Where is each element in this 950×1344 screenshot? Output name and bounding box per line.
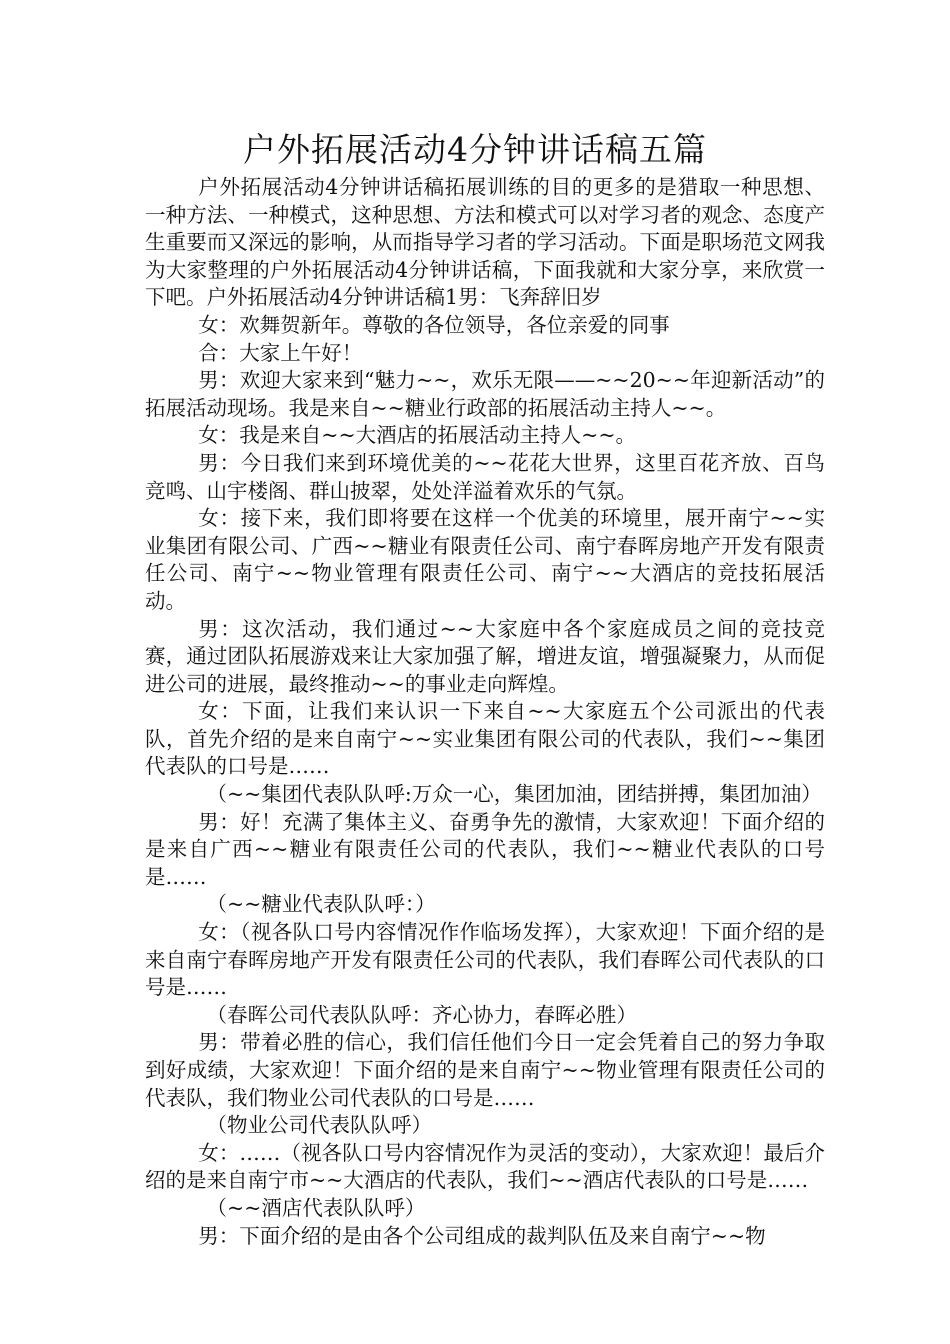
paragraph: 男：欢迎大家来到“魅力~~，欢乐无限——~~20~~年迎新活动”的拓展活动现场。我是来自~~糖业行政部的拓展活动主持人~~。 bbox=[145, 368, 825, 420]
paragraph: 女：下面，让我们来认识一下来自~~大家庭五个公司派出的代表队，首先介绍的是来自南宁~~实业集团有限公司的代表队，我们~~集团代表队的口号是…… bbox=[145, 699, 825, 779]
paragraph: 女：（视各队口号内容情况作作临场发挥），大家欢迎！下面介绍的是来自南宁春晖房地产开发有限责任公司的代表队，我们春晖公司代表队的口号是…… bbox=[145, 920, 825, 1000]
paragraph: 男：下面介绍的是由各个公司组成的裁判队伍及来自南宁~~物 bbox=[198, 1223, 766, 1248]
paragraph: （~~糖业代表队队呼：） bbox=[206, 892, 436, 917]
paragraph: 户外拓展活动4分钟讲话稿拓展训练的目的更多的是猎取一种思想、一种方法、一种模式，这种思想、方法和模式可以对学习者的观念、态度产生重要而又深远的影响，从而指导学习者的学习活动。下面是职场范文网我为大家整理的户外拓展活动4分钟讲话稿，下面我就和大家分享，来欣赏一下吧。户外拓展活动4分钟讲话稿1男：飞奔辞旧岁 bbox=[145, 175, 825, 310]
paragraph: 合：大家上午好！ bbox=[198, 340, 363, 365]
paragraph: 男：好！充满了集体主义、奋勇争先的激情，大家欢迎！下面介绍的是来自广西~~糖业有限责任公司的代表队，我们~~糖业代表队的口号是…… bbox=[145, 809, 825, 889]
paragraph: （~~酒店代表队队呼） bbox=[206, 1195, 426, 1220]
paragraph: 女：接下来，我们即将要在这样一个优美的环境里，展开南宁~~实业集团有限公司、广西~~糖业有限责任公司、南宁春晖房地产开发有限责任公司、南宁~~物业管理有限责任公司、南宁~~大酒店的竞技拓展活动。 bbox=[145, 506, 825, 613]
paragraph: 男：这次活动，我们通过~~大家庭中各个家庭成员之间的竞技竞赛，通过团队拓展游戏来让大家加强了解，增进友谊，增强凝聚力，从而促进公司的进展，最终推动~~的事业走向辉煌。 bbox=[145, 616, 825, 696]
paragraph: （物业公司代表队队呼） bbox=[206, 1113, 432, 1138]
paragraph: 女：我是来自~~大酒店的拓展活动主持人~~。 bbox=[198, 423, 637, 448]
paragraph: 男：带着必胜的信心，我们信任他们今日一定会凭着自己的努力争取到好成绩，大家欢迎！下面介绍的是来自南宁~~物业管理有限责任公司的代表队，我们物业公司代表队的口号是…… bbox=[145, 1030, 825, 1110]
paragraph: （~~集团代表队队呼:万众一心，集团加油，团结拼搏，集团加油） bbox=[206, 782, 822, 807]
document-title: 户外拓展活动4分钟讲话稿五篇 bbox=[243, 130, 707, 169]
paragraph: 男：今日我们来到环境优美的~~花花大世界，这里百花齐放、百鸟竞鸣、山宇楼阁、群山披翠，处处洋溢着欢乐的气氛。 bbox=[145, 450, 825, 503]
paragraph: 女：欢舞贺新年。尊敬的各位领导，各位亲爱的同事 bbox=[198, 312, 670, 337]
paragraph: （春晖公司代表队队呼：齐心协力，春晖必胜） bbox=[206, 1002, 637, 1027]
paragraph: 女：……（视各队口号内容情况作为灵活的变动），大家欢迎！最后介绍的是来自南宁市~~大酒店的代表队，我们~~酒店代表队的口号是…… bbox=[145, 1140, 825, 1193]
document-body bbox=[145, 174, 825, 1250]
